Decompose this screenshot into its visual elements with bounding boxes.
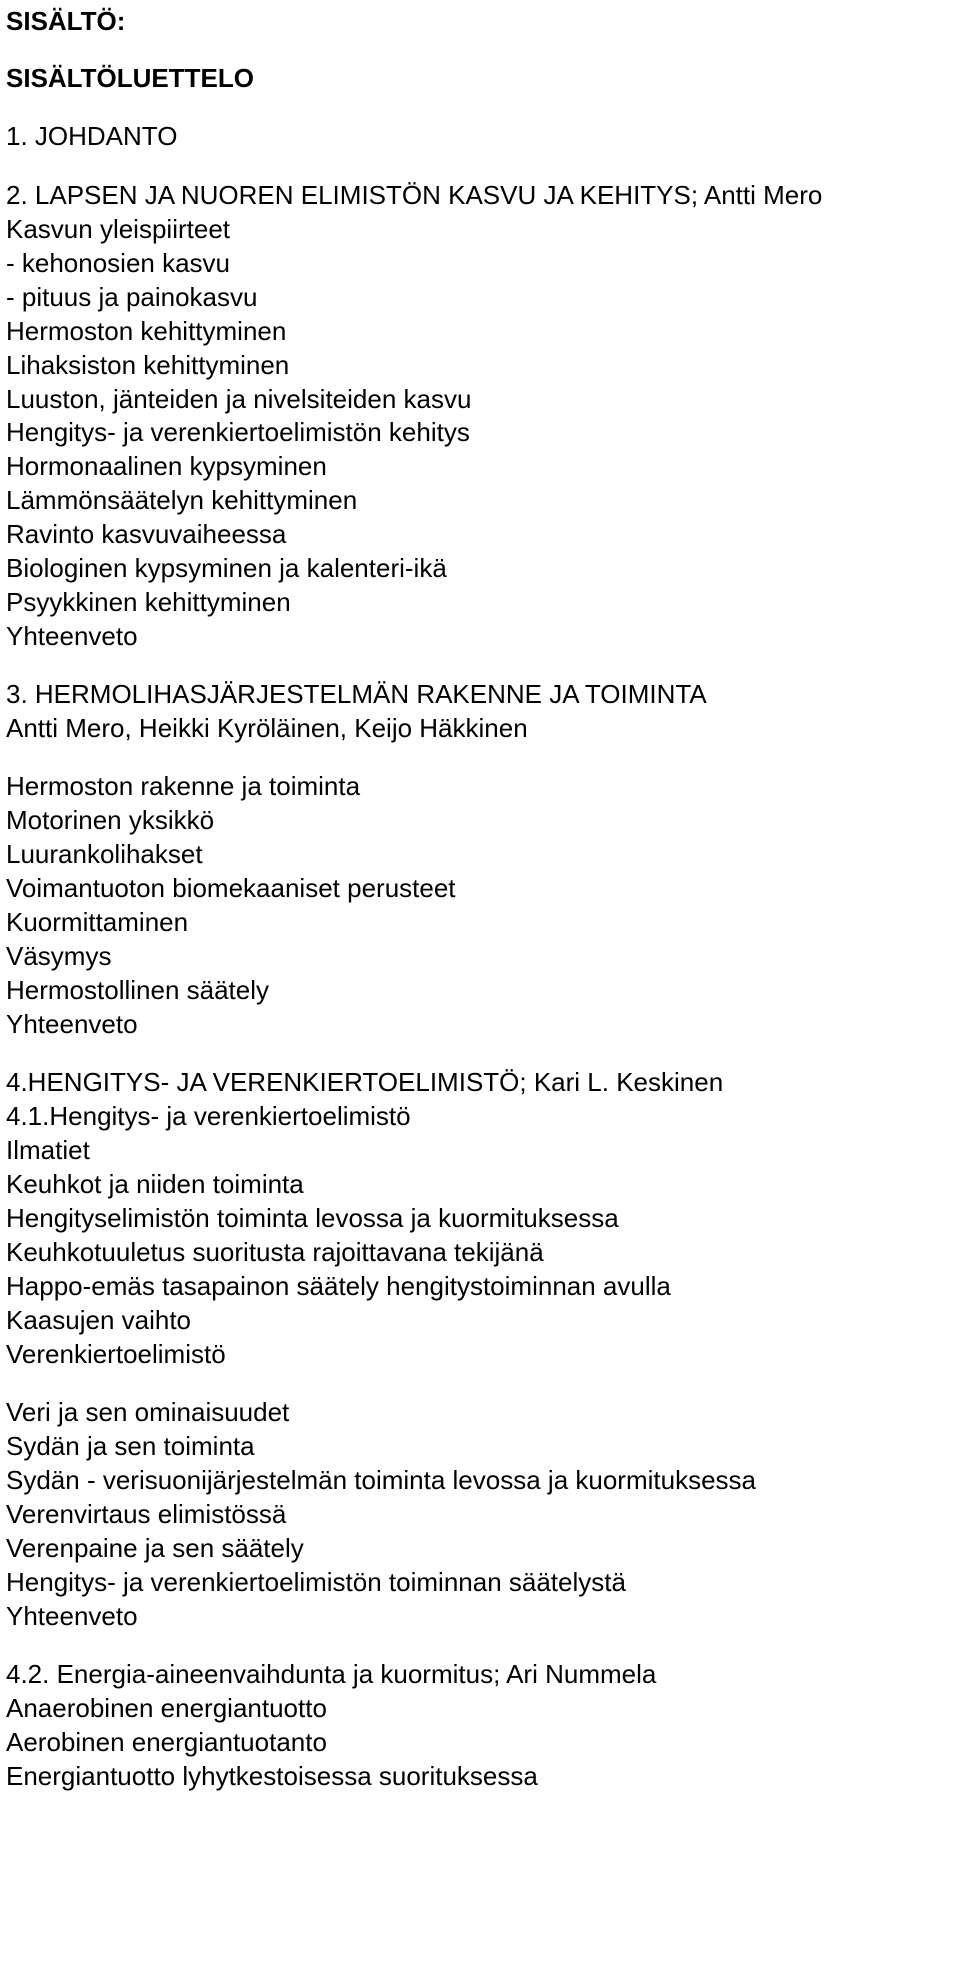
toc-line: Motorinen yksikkö — [6, 805, 215, 835]
toc-line: Hermoston kehittyminen — [6, 316, 287, 346]
toc-line: Ilmatiet — [6, 1135, 90, 1165]
toc-heading: SISÄLTÖLUETTELO — [6, 63, 254, 93]
toc-line: Yhteenveto — [6, 1601, 138, 1631]
toc-line: Keuhkotuuletus suoritusta rajoittavana tekijänä — [6, 1237, 544, 1267]
toc-line: 3. HERMOLIHASJÄRJESTELMÄN RAKENNE JA TOIMINTA — [6, 679, 707, 709]
toc-line: Biologinen kypsyminen ja kalenteri-ikä — [6, 553, 447, 583]
toc-line: Luurankolihakset — [6, 839, 203, 869]
toc-line: Kasvun yleispiirteet — [6, 214, 230, 244]
toc-line: Voimantuoton biomekaaniset perusteet — [6, 873, 456, 903]
toc-line: Kaasujen vaihto — [6, 1305, 192, 1335]
toc-line: Hermostollinen säätely — [6, 975, 270, 1005]
toc-line: Keuhkot ja niiden toiminta — [6, 1169, 304, 1199]
toc-line: Hengitys- ja verenkiertoelimistön toiminnan säätelystä — [6, 1567, 626, 1597]
toc-line: - kehonosien kasvu — [6, 248, 231, 278]
toc-line: Hermoston rakenne ja toiminta — [6, 771, 361, 801]
toc-heading: SISÄLTÖ: — [6, 6, 126, 36]
toc-line: Verenpaine ja sen säätely — [6, 1533, 304, 1563]
toc-line: 4.2. Energia-aineenvaihdunta ja kuormitus; Ari Nummela — [6, 1659, 657, 1689]
toc-line: Väsymys — [6, 941, 112, 971]
toc-line: Verenvirtaus elimistössä — [6, 1499, 287, 1529]
toc-line: 4.HENGITYS- JA VERENKIERTOELIMISTÖ; Kari L. Keskinen — [6, 1067, 724, 1097]
toc-line: - pituus ja painokasvu — [6, 282, 258, 312]
toc-line: Luuston, jänteiden ja nivelsiteiden kasvu — [6, 384, 472, 414]
toc-line: 4.1.Hengitys- ja verenkiertoelimistö — [6, 1101, 411, 1131]
toc-line: Aerobinen energiantuotanto — [6, 1727, 327, 1757]
toc-line: Hengityselimistön toiminta levossa ja kuormituksessa — [6, 1203, 619, 1233]
toc-line: Happo-emäs tasapainon säätely hengitystoiminnan avulla — [6, 1271, 671, 1301]
toc-line: Lihaksiston kehittyminen — [6, 350, 290, 380]
toc-line: Anaerobinen energiantuotto — [6, 1693, 327, 1723]
toc-line: 2. LAPSEN JA NUOREN ELIMISTÖN KASVU JA KEHITYS; Antti Mero — [6, 180, 823, 210]
toc-line: Hengitys- ja verenkiertoelimistön kehitys — [6, 417, 470, 447]
toc-line: Sydän - verisuonijärjestelmän toiminta levossa ja kuormituksessa — [6, 1465, 756, 1495]
toc-line: Antti Mero, Heikki Kyröläinen, Keijo Häkkinen — [6, 713, 528, 743]
toc-line: Kuormittaminen — [6, 907, 189, 937]
toc-line: Lämmönsäätelyn kehittyminen — [6, 485, 358, 515]
toc-line: Psyykkinen kehittyminen — [6, 587, 291, 617]
toc-line: Sydän ja sen toiminta — [6, 1431, 255, 1461]
toc-line: Yhteenveto — [6, 621, 138, 651]
toc-line: Ravinto kasvuvaiheessa — [6, 519, 287, 549]
toc-line: Veri ja sen ominaisuudet — [6, 1397, 290, 1427]
toc-line: 1. JOHDANTO — [6, 121, 178, 151]
toc-line: Yhteenveto — [6, 1009, 138, 1039]
toc-line: Energiantuotto lyhytkestoisessa suorituksessa — [6, 1761, 538, 1791]
toc-line: Verenkiertoelimistö — [6, 1339, 226, 1369]
toc-line: Hormonaalinen kypsyminen — [6, 451, 327, 481]
